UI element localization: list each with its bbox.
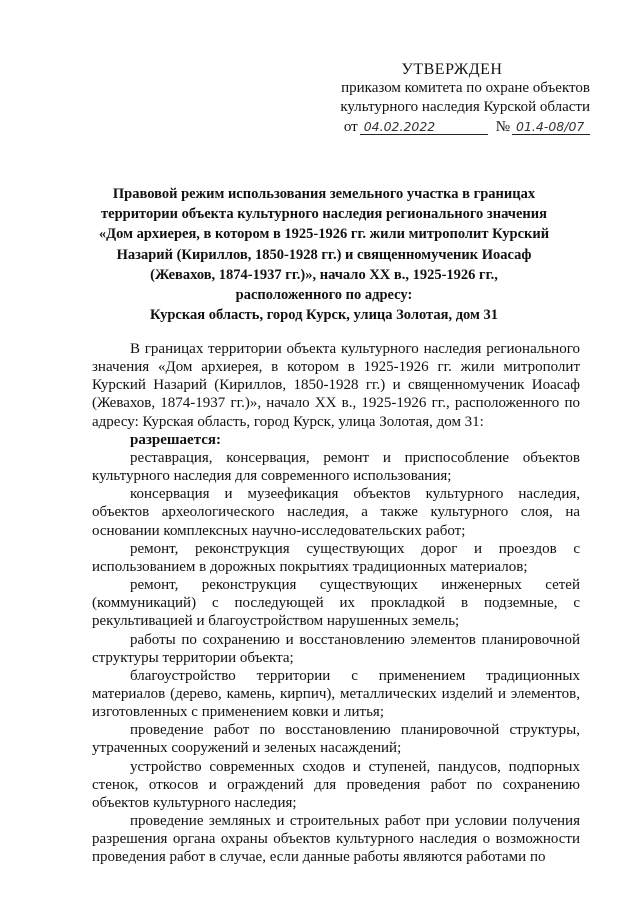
approval-line-1: приказом комитета по охране объектов (341, 80, 590, 96)
document-body (92, 340, 580, 867)
list-item: проведение земляных и строительных работ при условии получения разрешения органа охраны объектов культурного наследия о возможности проведения работ в случае, если данные работы являются работами по (92, 813, 580, 866)
list-item: ремонт, реконструкция существующих инженерных сетей (коммуникаций) с последующей их прокладкой в подземные, с рекультивацией и благоустройством нарушенных земель; (92, 577, 580, 630)
list-item: устройство современных сходов и ступеней, пандусов, подпорных стенок, откосов и ограждений для проведения работ по сохранению объектов культурного наследия; (92, 758, 580, 811)
list-item: проведение работ по восстановлению планировочной структуры, утраченных сооружений и зеленых насаждений; (92, 722, 580, 757)
from-label: от (343, 119, 358, 135)
handwritten-date: 04.02.2022 (360, 119, 488, 135)
approval-date-number-row (320, 118, 590, 137)
title-line: Правовой режим использования земельного участка в границах (112, 186, 536, 202)
title-line: Курская область, город Курск, улица Золотая, дом 31 (149, 307, 499, 324)
approval-heading: УТВЕРЖДЕН (401, 61, 503, 78)
title-line: территории объекта культурного наследия регионального значения (101, 206, 547, 223)
document-title (90, 184, 558, 325)
list-item: консервация и музеефикация объектов культурного наследия, объектов археологического наследия, а также культурного слоя, на основании комплексных научно-исследовательских работ; (92, 486, 580, 539)
list-item: реставрация, консервация, ремонт и приспособление объектов культурного наследия для современного использования; (92, 449, 580, 485)
title-line: Назарий (Кириллов, 1850-1928 гг.) и священномученик Иоасаф (116, 246, 532, 263)
approval-line-2: культурного наследия Курской области (340, 99, 590, 115)
number-sign: № (495, 119, 510, 135)
allowed-label: разрешается: (130, 431, 222, 448)
handwritten-number: 01.4-08/07 (512, 119, 590, 135)
approval-stamp-block (320, 60, 590, 137)
title-line: «Дом архиерея, в котором в 1925-1926 гг. жили митрополит Курский (98, 226, 550, 243)
list-item: благоустройство территории с применением традиционных материалов (дерево, камень, кирпич), металлических изделий и элементов, изготовленных с применением ковки и литья; (92, 667, 580, 721)
list-item: работы по сохранению и восстановлению элементов планировочной структуры территории объекта; (92, 631, 580, 666)
title-line: (Жевахов, 1874-1937 гг.)», начало XX в., 1925-1926 гг., (150, 266, 498, 283)
intro-paragraph: В границах территории объекта культурного наследия регионального значения «Дом архиерея, в котором в 1925-1926 гг. жили митрополит Курский Назарий (Кириллов, 1850-1928 гг.) и священномученик Иоасаф (Жевахов, 1874-1937 гг.)», начало XX в., 1925-1926 гг., расположенного по адресу: Курская область, город Курск, улица Золотая, дом 31: (92, 341, 580, 430)
title-line: расположенного по адресу: (235, 287, 413, 304)
list-item: ремонт, реконструкция существующих дорог и проездов с использованием в дорожных покрытиях традиционных материалов; (92, 540, 580, 575)
